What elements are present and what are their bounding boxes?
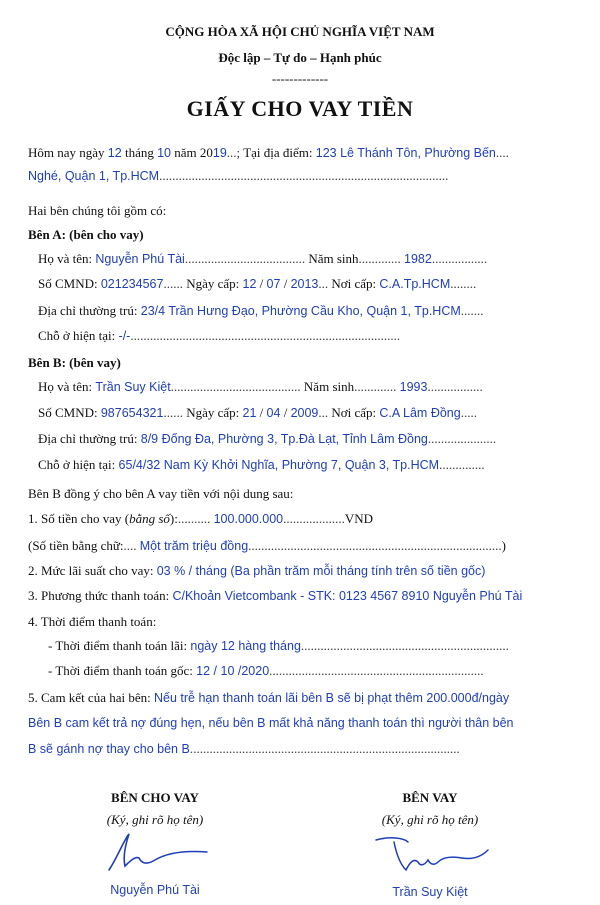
year-label: năm 20: [174, 145, 213, 160]
timing-label: 4. Thời điểm thanh toán:: [28, 614, 157, 629]
currency: VND: [344, 511, 374, 526]
commit-row: [28, 690, 509, 706]
party-b-id-row: Số CMND: 987654321...... Ngày cấp: 21 / 04 / 2009... Nơi cấp: C.A Lâm Đồng.....: [38, 405, 477, 420]
amount-value: 100.000.000: [213, 512, 284, 526]
party-b-address-row: Địa chỉ thường trú: 8/9 Đống Đa, Phường 3, Tp.Đà Lạt, Tỉnh Lâm Đồng.....................: [38, 431, 497, 446]
party-a-place: C.A.Tp.HCM: [379, 277, 451, 291]
party-a-id: 021234567: [100, 277, 164, 291]
principal-value: 12 / 10 /2020: [196, 664, 270, 678]
party-a-address: 23/4 Trần Hưng Đạo, Phường Cầu Kho, Quận 1, Tp.HCM: [140, 304, 461, 318]
party-a-current-row: Chỗ ở hiện tại: -/-...................................................................................: [38, 328, 401, 343]
document-title: GIẤY CHO VAY TIỀN: [186, 96, 414, 121]
party-b-name-label: Họ và tên:: [38, 379, 93, 394]
amount-words: Một trăm triệu đồng: [139, 539, 249, 553]
party-b-issue-day: 21: [242, 406, 257, 420]
amount-label-end: ):: [169, 511, 178, 526]
party-a-current: -/-: [118, 329, 131, 343]
party-a-name-row: Họ và tên: Nguyễn Phú Tài..................................... Năm sinh............. 1982.................: [38, 251, 488, 266]
amount-words-row: (Số tiền bằng chữ:.... Một trăm triệu đồng..............................................................................): [28, 538, 506, 553]
lender-note: (Ký, ghi rõ họ tên): [106, 812, 204, 827]
commit-row3: B sẽ gánh nợ thay cho bên B...................................................................................: [28, 741, 460, 756]
words-label: (Số tiền bằng chữ:: [28, 538, 124, 553]
commit-line3: B sẽ gánh nợ thay cho bên B.: [28, 742, 194, 756]
rate-value: 03 % / tháng (Ba phần trăm mỗi tháng tính trên số tiền gốc): [156, 564, 486, 578]
party-a-birth-label: Năm sinh: [308, 251, 359, 266]
party-b-birth-label: Năm sinh: [303, 379, 355, 394]
party-b-current: 65/4/32 Nam Kỳ Khởi Nghĩa, Phường 7, Quận 3, Tp.HCM: [118, 458, 440, 472]
amount-label: 1. Số tiền cho vay (: [28, 511, 130, 526]
party-a-issue-month: 07: [266, 277, 281, 291]
lender-signature: [95, 828, 215, 878]
party-b-id-label: Số CMND:: [38, 405, 98, 420]
date-month: 10: [157, 146, 171, 160]
party-a-issue-day: 12: [242, 277, 257, 291]
month-label: tháng: [124, 145, 154, 160]
date-line: Hôm nay ngày 12 tháng 10 năm 2019...; Tại địa điểm: 123 Lê Thánh Tôn, Phường Bến....: [28, 145, 509, 160]
commit-line2: Bên B cam kết trả nợ đúng hẹn, nếu bên B mất khả năng thanh toán thì người thân bên: [28, 716, 514, 730]
party-a-address-row: Địa chỉ thường trú: 23/4 Trần Hưng Đạo, Phường Cầu Kho, Quận 1, Tp.HCM.......: [38, 303, 484, 318]
lender-name: Nguyễn Phú Tài: [110, 883, 200, 897]
country-heading: CỘNG HÒA XÃ HỘI CHỦ NGHĨA VIỆT NAM: [165, 24, 435, 39]
place-label: Tại địa điểm:: [243, 145, 313, 160]
party-b-id: 987654321: [100, 406, 164, 420]
date-day: 12: [107, 146, 122, 160]
commit-line1: Nếu trễ hạn thanh toán lãi bên B sẽ bị phạt thêm 200.000đ/ngày: [154, 691, 510, 705]
party-b-current-label: Chỗ ở hiện tại:: [38, 457, 116, 472]
interest-value: ngày 12 hàng tháng: [190, 639, 301, 653]
rate-label: 2. Mức lãi suất cho vay:: [28, 563, 154, 578]
party-b-issue-year: 2009: [290, 406, 319, 420]
party-a-id-row: Số CMND: 021234567...... Ngày cấp: 12 / 07 / 2013... Nơi cấp: C.A.Tp.HCM........: [38, 276, 477, 291]
party-b-address: 8/9 Đống Đa, Phường 3, Tp.Đà Lạt, Tỉnh Lâm Đồng: [140, 432, 428, 446]
amount-label-italic: bằng số: [129, 511, 170, 526]
party-a-issue-label: Ngày cấp:: [186, 276, 240, 291]
amount-row: 1. Số tiền cho vay (bằng số):.......... 100.000.000...................VND: [28, 511, 374, 526]
method-value: C/Khoản Vietcombank - STK: 0123 4567 8910 Nguyễn Phú Tài: [172, 589, 523, 603]
interest-label: - Thời điểm thanh toán lãi:: [48, 638, 188, 653]
words-end: ): [501, 538, 506, 553]
party-a-heading: Bên A: (bên cho vay): [28, 227, 144, 242]
method-label: 3. Phương thức thanh toán:: [28, 588, 170, 603]
party-a-birth: 1982: [404, 252, 432, 266]
lender-title: BÊN CHO VAY: [111, 790, 199, 805]
principal-label: - Thời điểm thanh toán gốc:: [48, 663, 193, 678]
party-a-name: Nguyễn Phú Tài: [95, 252, 185, 266]
agreement-text: Bên B đồng ý cho bên A vay tiền với nội dung sau:: [28, 486, 294, 501]
borrower-signature: [370, 830, 500, 880]
party-b-heading: Bên B: (bên vay): [28, 355, 121, 370]
party-b-name: Trần Suy Kiệt: [95, 380, 171, 394]
party-a-place-label: Nơi cấp:: [331, 276, 377, 291]
commit-label: 5. Cam kết của hai bên:: [28, 690, 151, 705]
date-prefix: Hôm nay ngày: [28, 145, 105, 160]
parties-intro: Hai bên chúng tôi gồm có:: [28, 203, 167, 218]
party-a-address-label: Địa chỉ thường trú:: [38, 303, 138, 318]
party-a-name-label: Họ và tên:: [38, 251, 93, 266]
party-b-place: C.A Lâm Đồng: [379, 406, 461, 420]
borrower-note: (Ký, ghi rõ họ tên): [381, 812, 479, 827]
party-b-issue-month: 04: [266, 406, 281, 420]
party-a-current-label: Chỗ ở hiện tại:: [38, 328, 116, 343]
interest-row: - Thời điểm thanh toán lãi: ngày 12 hàng tháng................................................................: [48, 638, 509, 653]
party-a-id-label: Số CMND:: [38, 276, 98, 291]
party-b-issue-label: Ngày cấp:: [186, 405, 240, 420]
place-line2: Nghé, Quận 1, Tp.HCM: [28, 169, 160, 183]
party-b-place-label: Nơi cấp:: [331, 405, 377, 420]
party-b-name-row: Họ và tên: Trần Suy Kiệt........................................ Năm sinh............. 1993.................: [38, 379, 483, 394]
header-divider: -------------: [271, 71, 329, 86]
borrower-name: Trần Suy Kiệt: [392, 885, 468, 899]
borrower-title: BÊN VAY: [402, 790, 458, 805]
principal-row: - Thời điểm thanh toán gốc: 12 / 10 /2020..................................................................: [48, 663, 484, 678]
place-continued: Nghé, Quận 1, Tp.HCM.........................................................................................: [28, 168, 449, 183]
party-b-current-row: Chỗ ở hiện tại: 65/4/32 Nam Kỳ Khởi Nghĩa, Phường 7, Quận 3, Tp.HCM..............: [38, 457, 485, 472]
party-b-birth: 1993: [399, 380, 428, 394]
party-b-address-label: Địa chỉ thường trú:: [38, 431, 138, 446]
motto: Độc lập – Tự do – Hạnh phúc: [218, 50, 382, 65]
rate-row: [28, 563, 485, 579]
date-year: 19: [212, 146, 227, 160]
method-row: [28, 588, 522, 604]
place-line1: 123 Lê Thánh Tôn, Phường Bến: [315, 146, 496, 160]
party-a-issue-year: 2013: [290, 277, 319, 291]
